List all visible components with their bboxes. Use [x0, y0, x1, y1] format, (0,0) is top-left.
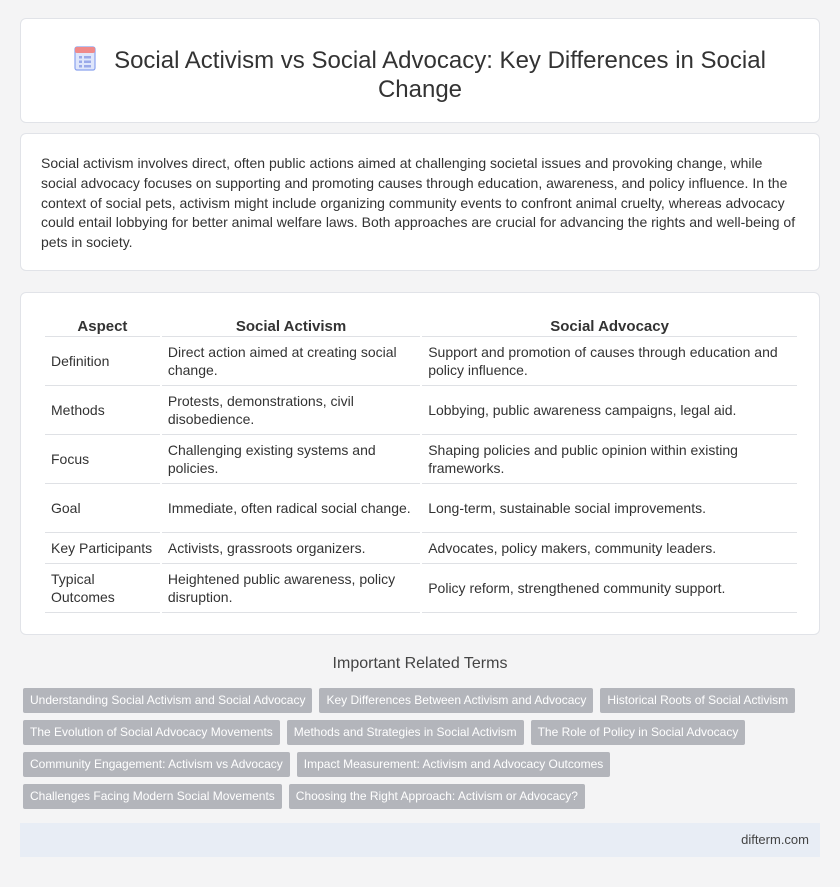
- comparison-table-card: [20, 292, 820, 635]
- row-activism: Direct action aimed at creating social change.: [162, 337, 420, 386]
- intro-card: [20, 133, 820, 271]
- table-row: [45, 484, 797, 533]
- row-activism: Protests, demonstrations, civil disobedience.: [162, 386, 420, 435]
- row-aspect: Key Participants: [45, 533, 160, 564]
- row-advocacy: Shaping policies and public opinion within existing frameworks.: [422, 435, 797, 484]
- row-aspect: Typical Outcomes: [45, 564, 160, 613]
- related-term-tag[interactable]: Community Engagement: Activism vs Advocacy: [23, 752, 290, 777]
- table-header-row: [45, 315, 797, 337]
- related-term-tag[interactable]: Understanding Social Activism and Social Advocacy: [23, 688, 312, 713]
- document-icon: [74, 45, 96, 71]
- table-row: [45, 337, 797, 386]
- footer: [20, 823, 820, 857]
- table-row: [45, 435, 797, 484]
- table-row: [45, 533, 797, 564]
- row-advocacy: Advocates, policy makers, community leaders.: [422, 533, 797, 564]
- row-advocacy: Long-term, sustainable social improvements.: [422, 484, 797, 533]
- row-activism: Activists, grassroots organizers.: [162, 533, 420, 564]
- row-activism: Heightened public awareness, policy disruption.: [162, 564, 420, 613]
- related-terms-title: Important Related Terms: [332, 655, 508, 672]
- related-term-tag[interactable]: The Evolution of Social Advocacy Movements: [23, 720, 280, 745]
- related-terms-tags: [23, 688, 823, 816]
- table-row: [45, 386, 797, 435]
- related-term-tag[interactable]: The Role of Policy in Social Advocacy: [531, 720, 746, 745]
- page-title: [61, 45, 779, 104]
- related-term-tag[interactable]: Methods and Strategies in Social Activism: [287, 720, 524, 745]
- intro-text: Social activism involves direct, often public actions aimed at challenging societal issues and provoking change, while social advocacy focuses on supporting and promoting causes through education, awareness, and policy influence. In the context of social pets, activism might include organizing community events to confront animal cruelty, whereas advocacy could entail lobbying for better animal welfare laws. Both approaches are crucial for advancing the rights and well-being of pets in society.: [41, 155, 796, 251]
- row-advocacy: Support and promotion of causes through education and policy influence.: [422, 337, 797, 386]
- header-card: [20, 18, 820, 123]
- related-term-tag[interactable]: Challenges Facing Modern Social Movements: [23, 784, 282, 809]
- page-title-text: Social Activism vs Social Advocacy: Key Differences in Social Change: [114, 47, 766, 103]
- header-social-activism: Social Activism: [162, 315, 420, 337]
- comparison-table: [43, 315, 799, 613]
- row-aspect: Definition: [45, 337, 160, 386]
- header-aspect: Aspect: [45, 315, 160, 337]
- row-activism: Immediate, often radical social change.: [162, 484, 420, 533]
- row-aspect: Focus: [45, 435, 160, 484]
- row-aspect: Methods: [45, 386, 160, 435]
- row-aspect: Goal: [45, 484, 160, 533]
- related-term-tag[interactable]: Historical Roots of Social Activism: [600, 688, 795, 713]
- related-term-tag[interactable]: Key Differences Between Activism and Advocacy: [319, 688, 593, 713]
- table-row: [45, 564, 797, 613]
- row-advocacy: Lobbying, public awareness campaigns, legal aid.: [422, 386, 797, 435]
- footer-site-link[interactable]: difterm.com: [741, 832, 809, 847]
- related-term-tag[interactable]: Impact Measurement: Activism and Advocacy Outcomes: [297, 752, 610, 777]
- row-advocacy: Policy reform, strengthened community support.: [422, 564, 797, 613]
- header-social-advocacy: Social Advocacy: [422, 315, 797, 337]
- row-activism: Challenging existing systems and policies.: [162, 435, 420, 484]
- related-term-tag[interactable]: Choosing the Right Approach: Activism or Advocacy?: [289, 784, 585, 809]
